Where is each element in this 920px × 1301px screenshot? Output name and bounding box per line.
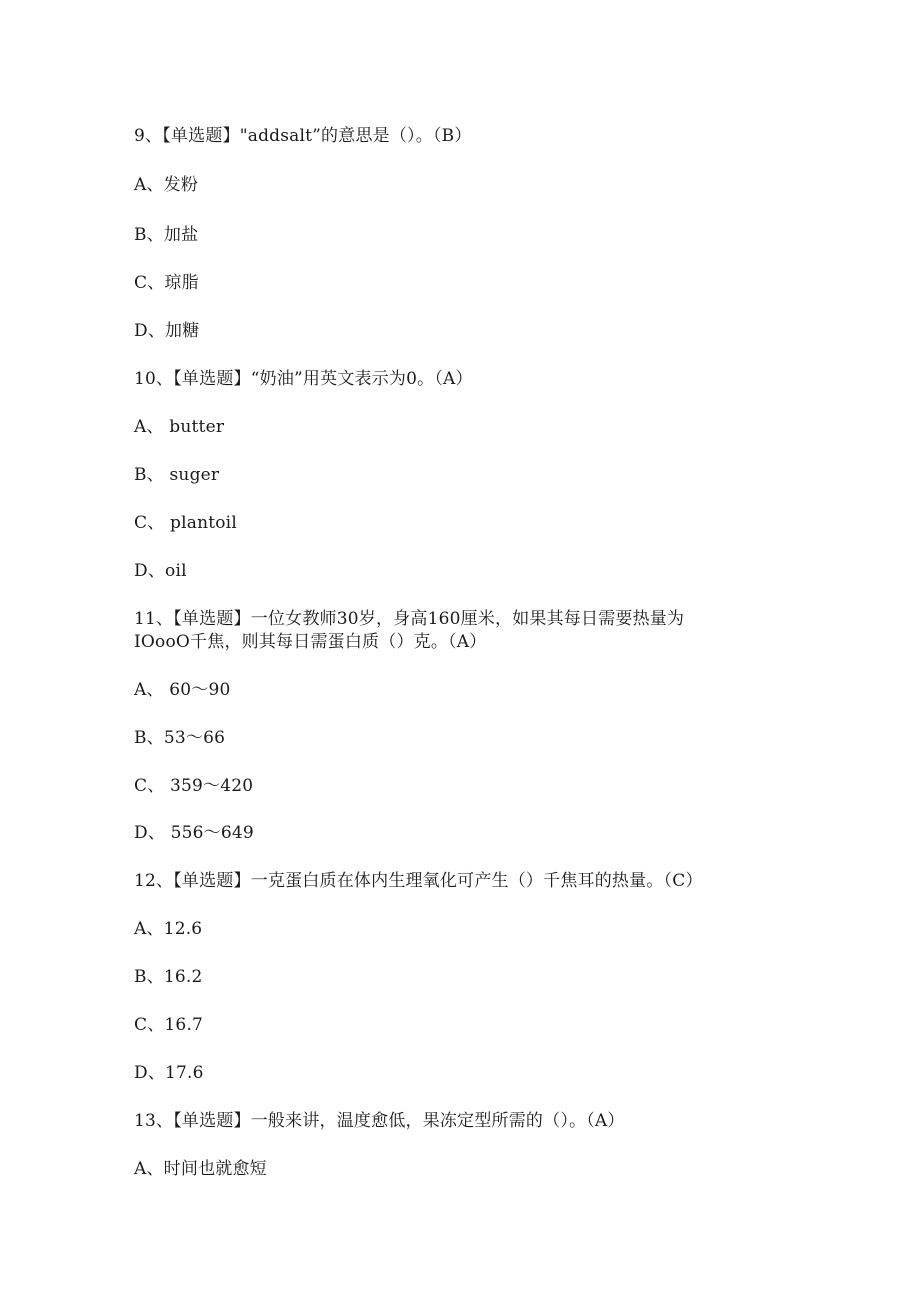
question-11-stem-line-2: IOooO千焦，则其每日需蛋白质（）克。（A） (134, 632, 487, 652)
question-9-option-c: C、琼脂 (134, 273, 199, 293)
question-10-stem: 10、【单选题】“奶油”用英文表示为0。（A） (134, 369, 473, 389)
question-9-option-b: B、加盐 (134, 225, 199, 245)
question-12-option-b: B、16.2 (134, 967, 203, 987)
question-9-stem: 9、【单选题】"addsalt”的意思是（）。（B） (134, 126, 472, 146)
question-13-stem: 13、【单选题】一般来讲，温度愈低，果冻定型所需的（）。（A） (134, 1111, 625, 1131)
question-12-stem: 12、【单选题】一克蛋白质在体内生理氧化可产生（）千焦耳的热量。（C） (134, 871, 703, 891)
question-11-option-a: A、 60～90 (134, 680, 231, 700)
question-11-option-d: D、 556～649 (134, 823, 254, 843)
question-11-option-c: C、 359～420 (134, 776, 254, 796)
question-9-option-a: A、发粉 (134, 175, 199, 195)
question-10-option-a: A、 butter (134, 417, 225, 437)
question-12-option-d: D、17.6 (134, 1063, 204, 1083)
question-10-option-b: B、 suger (134, 465, 220, 485)
question-11-option-b: B、53～66 (134, 728, 226, 748)
question-12-option-a: A、12.6 (134, 919, 203, 939)
question-13-option-a: A、时间也就愈短 (134, 1159, 267, 1179)
question-9-option-d: D、加糖 (134, 321, 200, 341)
question-10-option-d: D、oil (134, 561, 187, 581)
question-10-option-c: C、 plantoil (134, 513, 237, 533)
question-11-stem-line-1: 11、【单选题】一位女教师30岁，身高160厘米，如果其每日需要热量为 (134, 609, 685, 629)
question-12-option-c: C、16.7 (134, 1015, 204, 1035)
